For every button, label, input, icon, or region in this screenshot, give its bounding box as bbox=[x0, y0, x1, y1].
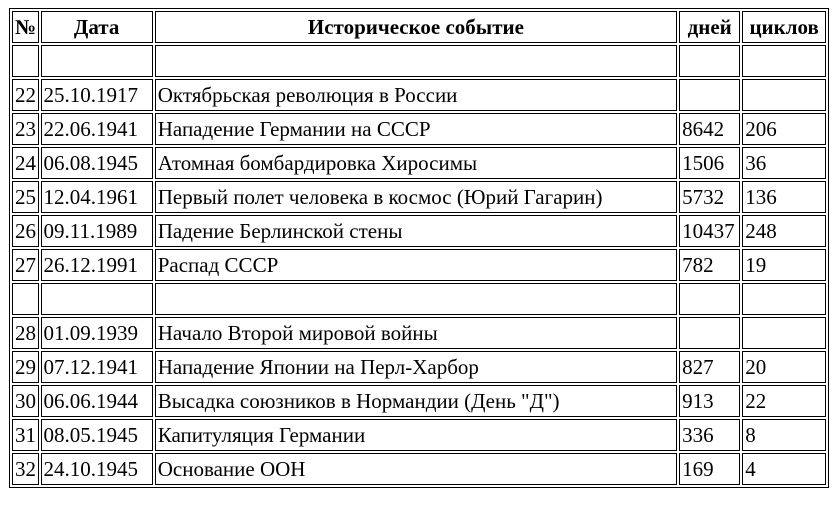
table-row bbox=[12, 215, 826, 247]
cell-num: 29 bbox=[12, 351, 39, 383]
cell-num bbox=[12, 45, 39, 77]
table-row bbox=[12, 385, 826, 417]
cell-days bbox=[679, 317, 740, 349]
table-row bbox=[12, 113, 826, 145]
cell-num: 24 bbox=[12, 147, 39, 179]
cell-days: 8642 bbox=[679, 113, 740, 145]
cell-num: 25 bbox=[12, 181, 39, 213]
cell-cycles bbox=[742, 317, 826, 349]
cell-num bbox=[12, 283, 39, 315]
cell-date: 22.06.1941 bbox=[41, 113, 153, 145]
cell-days: 336 bbox=[679, 419, 740, 451]
header-days: дней bbox=[679, 11, 740, 43]
cell-date bbox=[41, 45, 153, 77]
cell-date bbox=[41, 283, 153, 315]
cell-date: 25.10.1917 bbox=[41, 79, 153, 111]
cell-days: 10437 bbox=[679, 215, 740, 247]
table-row bbox=[12, 45, 826, 77]
cell-cycles: 19 bbox=[742, 249, 826, 281]
cell-date: 01.09.1939 bbox=[41, 317, 153, 349]
cell-cycles bbox=[742, 283, 826, 315]
cell-event: Капитуляция Германии bbox=[155, 419, 677, 451]
table-row bbox=[12, 283, 826, 315]
cell-cycles: 136 bbox=[742, 181, 826, 213]
cell-date: 12.04.1961 bbox=[41, 181, 153, 213]
table-row bbox=[12, 181, 826, 213]
cell-date: 06.06.1944 bbox=[41, 385, 153, 417]
cell-event: Нападение Японии на Перл-Харбор bbox=[155, 351, 677, 383]
cell-cycles: 206 bbox=[742, 113, 826, 145]
cell-days: 5732 bbox=[679, 181, 740, 213]
cell-cycles: 20 bbox=[742, 351, 826, 383]
cell-num: 27 bbox=[12, 249, 39, 281]
cell-date: 26.12.1991 bbox=[41, 249, 153, 281]
table-row bbox=[12, 317, 826, 349]
cell-cycles: 36 bbox=[742, 147, 826, 179]
cell-cycles: 248 bbox=[742, 215, 826, 247]
cell-date: 08.05.1945 bbox=[41, 419, 153, 451]
cell-event: Нападение Германии на СССР bbox=[155, 113, 677, 145]
cell-days: 1506 bbox=[679, 147, 740, 179]
cell-event bbox=[155, 45, 677, 77]
cell-days: 827 bbox=[679, 351, 740, 383]
cell-days: 913 bbox=[679, 385, 740, 417]
cell-num: 30 bbox=[12, 385, 39, 417]
header-cycles: циклов bbox=[742, 11, 826, 43]
cell-cycles bbox=[742, 79, 826, 111]
cell-cycles: 8 bbox=[742, 419, 826, 451]
cell-event: Атомная бомбардировка Хиросимы bbox=[155, 147, 677, 179]
table-row bbox=[12, 453, 826, 485]
cell-num: 32 bbox=[12, 453, 39, 485]
cell-num: 26 bbox=[12, 215, 39, 247]
cell-date: 24.10.1945 bbox=[41, 453, 153, 485]
table-row bbox=[12, 147, 826, 179]
table-row bbox=[12, 249, 826, 281]
cell-num: 23 bbox=[12, 113, 39, 145]
cell-num: 28 bbox=[12, 317, 39, 349]
cell-event: Начало Второй мировой войны bbox=[155, 317, 677, 349]
cell-event: Первый полет человека в космос (Юрий Гагарин) bbox=[155, 181, 677, 213]
cell-num: 31 bbox=[12, 419, 39, 451]
cell-event bbox=[155, 283, 677, 315]
cell-num: 22 bbox=[12, 79, 39, 111]
cell-cycles: 22 bbox=[742, 385, 826, 417]
cell-days bbox=[679, 283, 740, 315]
header-num: № bbox=[12, 11, 39, 43]
table-row bbox=[12, 79, 826, 111]
table-row bbox=[12, 351, 826, 383]
cell-event: Падение Берлинской стены bbox=[155, 215, 677, 247]
cell-date: 06.08.1945 bbox=[41, 147, 153, 179]
header-row bbox=[12, 11, 826, 43]
cell-cycles: 4 bbox=[742, 453, 826, 485]
table-row bbox=[12, 419, 826, 451]
cell-event: Основание ООН bbox=[155, 453, 677, 485]
cell-date: 09.11.1989 bbox=[41, 215, 153, 247]
events-table bbox=[9, 8, 829, 488]
header-event: Историческое событие bbox=[155, 11, 677, 43]
cell-days bbox=[679, 79, 740, 111]
cell-event: Октябрьская революция в России bbox=[155, 79, 677, 111]
cell-days: 169 bbox=[679, 453, 740, 485]
cell-cycles bbox=[742, 45, 826, 77]
cell-days bbox=[679, 45, 740, 77]
cell-days: 782 bbox=[679, 249, 740, 281]
cell-event: Распад СССР bbox=[155, 249, 677, 281]
cell-event: Высадка союзников в Нормандии (День "Д") bbox=[155, 385, 677, 417]
table-body bbox=[12, 45, 826, 485]
header-date: Дата bbox=[41, 11, 153, 43]
cell-date: 07.12.1941 bbox=[41, 351, 153, 383]
